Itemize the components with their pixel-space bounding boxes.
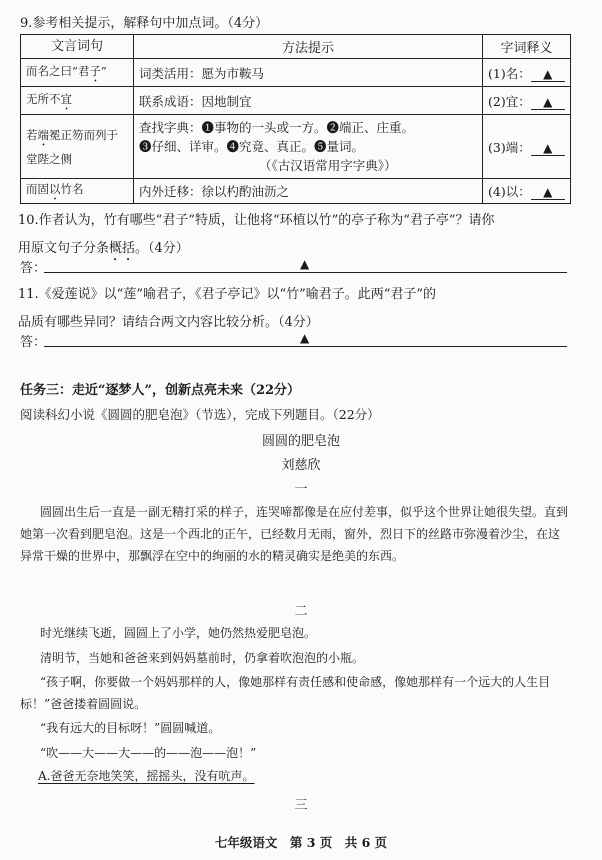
- story-paragraph-4: “孩子啊，你要做一个妈妈那样的人，像她那样有责任感和使命感，像她那样有一个远大的人生目标！”爸爸搂着圆圆说。: [20, 675, 551, 711]
- q9-table-header: [21, 35, 571, 59]
- q11-answer-mark: ▲: [300, 331, 310, 345]
- answer-blank[interactable]: ▲: [531, 67, 565, 82]
- hint-cell: 联系成语：因地制宜: [134, 87, 483, 115]
- task3-instruction: 阅读科幻小说《圆圆的肥皂泡》（节选），完成下列题目。（22分）: [20, 407, 380, 422]
- story-paragraph-2: 时光继续飞逝，圆圆上了小学，她仍然热爱肥皂泡。: [40, 626, 317, 640]
- q11-answer-line[interactable]: [44, 346, 567, 347]
- section-number-2: 二: [294, 604, 308, 619]
- page-footer: 七年级语文 第 3 页 共 6 页: [214, 835, 388, 850]
- sentence-cell: 无所不宜: [21, 87, 134, 115]
- story-paragraph-6: “吹——大——大——的——泡——泡！”: [40, 746, 257, 760]
- story-title: 圆圆的肥皂泡: [261, 434, 340, 449]
- story-paragraph-5: “我有远大的目标呀！”圆圆喊道。: [40, 721, 221, 735]
- q9-table: [20, 34, 571, 204]
- q11-prompt: 11.《爱莲说》以“莲”喻君子，《君子亭记》以“竹”喻君子。此两“君子”的 品质有哪些异同？请结合两文内容比较分析。（4分）: [18, 287, 437, 330]
- header-sentence: 文言词句: [21, 35, 134, 59]
- answer-cell: (1)名： ▲: [483, 59, 571, 87]
- section-number-3: 三: [294, 798, 308, 813]
- table-row: [21, 115, 571, 179]
- task3-title: 任务三：走近“逐梦人”，创新点亮未来（22分）: [20, 383, 301, 398]
- section-number-1: 一: [294, 482, 308, 497]
- hint-cell: 词类活用：愿为市鞍马: [134, 59, 483, 87]
- answer-cell: (3)端： ▲: [483, 115, 571, 179]
- header-hint: 方法提示: [134, 35, 483, 59]
- hint-cell: 查找字典：❶事物的一头或一方。❷端正、庄重。 ❸仔细、详审。❹究竟、真正。❺量词。 （《古汉语常用字字典》）: [134, 115, 483, 179]
- answer-blank[interactable]: ▲: [531, 185, 565, 200]
- sentence-cell: 若端冕正笏而列于堂陛之侧: [21, 115, 134, 179]
- q10-prompt: 10.作者认为，竹有哪些“君子”特质，让他将“环植以竹”的亭子称为“君子亭”？请你 用原文句子分条概括。（4分）: [18, 213, 495, 256]
- answer-blank[interactable]: ▲: [531, 141, 565, 156]
- table-row: [21, 179, 571, 204]
- story-author: 刘慈欣: [281, 458, 321, 473]
- sentence-cell: 而名之曰“君子”: [21, 59, 134, 87]
- story-paragraph-3: 清明节，当她和爸爸来到妈妈墓前时，仍拿着吹泡泡的小瓶。: [40, 651, 365, 665]
- q9-prompt: 9.参考相关提示，解释句中加点词。（4分）: [20, 16, 269, 31]
- q10-answer-line[interactable]: [44, 272, 567, 273]
- q10-answer-mark: ▲: [300, 257, 310, 271]
- story-paragraph-1: 圆圆出生后一直是一副无精打采的样子，连哭啼都像是在应付差事，似乎这个世界让她很失望。直到她第一次看到肥皂泡。这是一个西北的正午，已经数月无雨，窗外，烈日下的丝路市弥漫着沙尘，在这异常干燥的世界中，那飘浮在空中的绚丽的水的精灵确实是绝美的东西。: [20, 505, 569, 563]
- story-paragraph-7: A.爸爸无奈地笑笑，摇摇头，没有吭声。: [38, 769, 255, 783]
- table-row: [21, 87, 571, 115]
- sentence-cell: 而固以竹名: [21, 179, 134, 204]
- answer-blank[interactable]: ▲: [531, 95, 565, 110]
- header-definition: 字词释义: [483, 35, 571, 59]
- q10-answer-label: 答：: [20, 261, 47, 276]
- q11-answer-label: 答：: [20, 335, 47, 350]
- answer-cell: (4)以： ▲: [483, 179, 571, 204]
- hint-cell: 内外迁移：徐以杓酌油沥之: [134, 179, 483, 204]
- answer-cell: (2)宜： ▲: [483, 87, 571, 115]
- table-row: [21, 59, 571, 87]
